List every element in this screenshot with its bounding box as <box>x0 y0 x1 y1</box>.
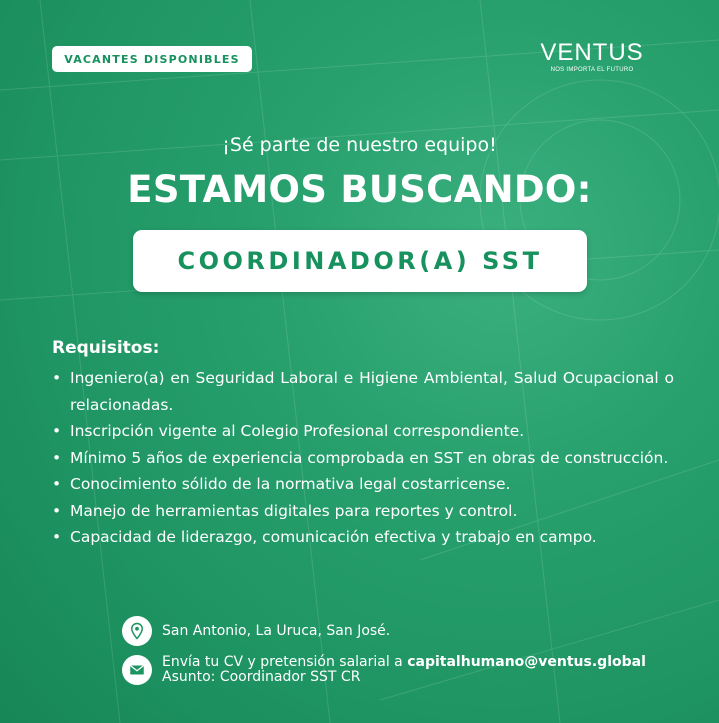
requirement-item: • Capacidad de liderazgo, comunicación efectiva y trabajo en campo. <box>52 524 674 551</box>
position-box <box>133 230 587 292</box>
logo-tagline: NOS IMPORTA EL FUTURO <box>550 67 634 73</box>
requirements-title: Requisitos: <box>52 338 160 358</box>
email-link[interactable]: capitalhumano@ventus.global <box>407 654 646 670</box>
requirement-item: • Manejo de herramientas digitales para reportes y control. <box>52 498 674 525</box>
logo-wordmark: VENTUS <box>540 39 644 66</box>
requirements-list <box>52 365 674 551</box>
location-pin-icon <box>122 616 152 646</box>
apply-row <box>122 655 646 685</box>
requirement-item: • Mínimo 5 años de experiencia comprobada en SST en obras de construcción. <box>52 445 674 472</box>
position-title: COORDINADOR(A) SST <box>177 247 543 275</box>
apply-text <box>162 655 646 685</box>
requirement-item: • Conocimiento sólido de la normativa legal costarricense. <box>52 471 674 498</box>
requirement-item: • Ingeniero(a) en Seguridad Laboral e Higiene Ambiental, Salud Ocupacional o relacionadas. <box>52 365 674 418</box>
location-text: San Antonio, La Uruca, San José. <box>162 622 391 639</box>
requirement-item: • Inscripción vigente al Colegio Profesional correspondiente. <box>52 418 674 445</box>
vacancies-badge: VACANTES DISPONIBLES <box>52 46 252 72</box>
apply-subject: Asunto: Coordinador SST CR <box>162 669 361 685</box>
company-logo <box>524 40 660 80</box>
hero-eyebrow: ¡Sé parte de nuestro equipo! <box>222 134 497 156</box>
location-row <box>122 616 390 646</box>
envelope-icon <box>122 655 152 685</box>
apply-instructions: Envía tu CV y pretensión salarial a <box>162 654 403 670</box>
hero-headline: ESTAMOS BUSCANDO: <box>127 168 592 211</box>
